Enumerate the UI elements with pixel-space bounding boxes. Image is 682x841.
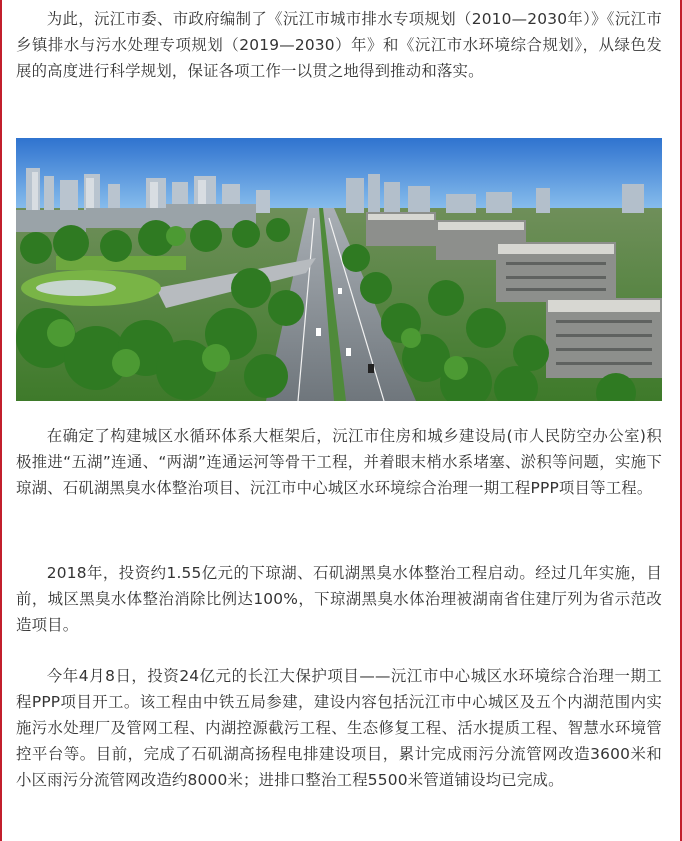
paragraph-ppp-project: 今年4月8日，投资24亿元的长江大保护项目——沅江市中心城区水环境综合治理一期工程PPP项目开工。该工程由中铁五局参建，建设内容包括沅江市中心城区及五个内湖范围内实施污水处理厂及管网工程、内湖控源截污工程、生态修复工程、活水提质工程、智慧水环境管控平台等。目前，完成了石矶湖高扬程电排建设项目，累计完成雨污分流管网改造3600米和小区雨污分流管网改造约8000米；进排口整治工程5500米管道铺设均已完成。 (16, 667, 662, 789)
paragraph-planning: 为此，沅江市委、市政府编制了《沅江市城市排水专项规划（2010—2030年）》《沅江市乡镇排水与污水处理专项规划（2019—2030）年》和《沅江市水环境综合规划》，从绿色发展的高度进行科学规划，保证各项工作一以贯之地得到推动和落实。 (16, 10, 662, 80)
city-aerial-illustration (16, 138, 662, 401)
paragraph-2018-progress: 2018年，投资约1.55亿元的下琼湖、石矶湖黑臭水体整治工程启动。经过几年实施，目前，城区黑臭水体整治消除比例达100%，下琼湖黑臭水体治理被湖南省住建厅列为省示范改造项目。 (16, 564, 662, 634)
paragraph-water-system: 在确定了构建城区水循环体系大框架后，沅江市住房和城乡建设局(市人民防空办公室)积极推进“五湖”连通、“两湖”连通运河等骨干工程，并着眼末梢水系堵塞、淤积等问题，实施下琼湖、石矶湖黑臭水体整治项目、沅江市中心城区水环境综合治理一期工程PPP项目等工程。 (16, 427, 662, 497)
city-aerial-photo (16, 138, 662, 401)
